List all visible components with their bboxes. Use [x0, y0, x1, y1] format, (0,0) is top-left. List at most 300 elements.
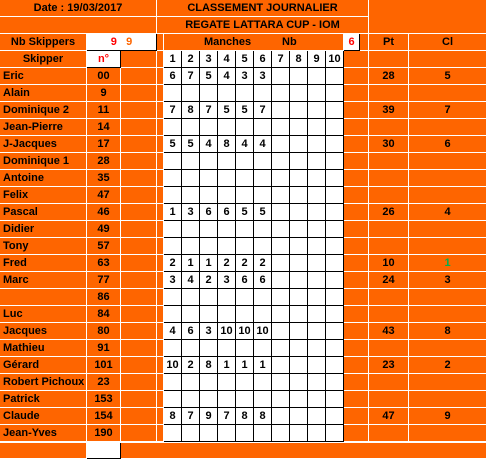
row-gap: [157, 238, 164, 255]
race-result: [272, 85, 290, 102]
race-result: [308, 170, 326, 187]
race-result: [254, 306, 272, 323]
race-result: [290, 357, 308, 374]
race-result: [290, 408, 308, 425]
row-pad: [121, 102, 157, 119]
race-result: [164, 391, 182, 408]
skipper-header: Skipper: [0, 51, 87, 68]
skipper-name: Luc: [0, 306, 87, 323]
ranking: 6: [409, 136, 487, 153]
row-pad: [121, 187, 157, 204]
nb-label: Nb: [282, 36, 297, 48]
race-result: [272, 153, 290, 170]
race-result: [182, 425, 200, 442]
total-points: [369, 238, 409, 255]
header-gap-2: [360, 34, 369, 51]
race-result: [182, 238, 200, 255]
total-points: [369, 391, 409, 408]
race-result: 6: [236, 272, 254, 289]
race-result: [236, 289, 254, 306]
row-gap: [157, 340, 164, 357]
race-result: [182, 170, 200, 187]
race-result: [200, 340, 218, 357]
race-result: [254, 187, 272, 204]
race-result: 8: [164, 408, 182, 425]
race-result: [308, 187, 326, 204]
race-result: 8: [200, 357, 218, 374]
race-result: [218, 238, 236, 255]
row-gap-2: [344, 374, 369, 391]
race-result: [290, 289, 308, 306]
race-result: 8: [254, 408, 272, 425]
race-result: [164, 187, 182, 204]
race-result: [290, 85, 308, 102]
race-number-header: 8: [290, 51, 308, 68]
title-line-2: REGATE LATTARA CUP - IOM: [157, 17, 369, 34]
race-result: [218, 221, 236, 238]
race-result: 6: [164, 68, 182, 85]
race-result: [218, 85, 236, 102]
race-result: [236, 170, 254, 187]
skipper-number: 11: [87, 102, 121, 119]
race-result: 2: [200, 272, 218, 289]
row-pad: [121, 68, 157, 85]
race-result: [236, 340, 254, 357]
race-result: [254, 85, 272, 102]
row-gap: [157, 425, 164, 442]
total-points: 47: [369, 408, 409, 425]
race-result: [290, 374, 308, 391]
skipper-number: 84: [87, 306, 121, 323]
total-points: [369, 221, 409, 238]
race-number-header: 4: [218, 51, 236, 68]
row-gap-2: [344, 153, 369, 170]
race-result: [308, 391, 326, 408]
race-result: [308, 272, 326, 289]
header-gap-3: [157, 51, 164, 68]
race-result: [308, 374, 326, 391]
ranking: 7: [409, 102, 487, 119]
race-result: 5: [254, 204, 272, 221]
race-result: [218, 391, 236, 408]
race-result: [218, 374, 236, 391]
race-result: [254, 374, 272, 391]
race-result: [326, 425, 344, 442]
race-result: [326, 408, 344, 425]
race-number-header: 7: [272, 51, 290, 68]
race-result: [164, 425, 182, 442]
race-result: [326, 391, 344, 408]
race-result: 4: [182, 272, 200, 289]
race-result: [290, 221, 308, 238]
total-points: [369, 170, 409, 187]
nb-skippers-count: [87, 34, 157, 51]
total-points: [369, 85, 409, 102]
total-points: 23: [369, 357, 409, 374]
race-result: [272, 408, 290, 425]
race-result: [164, 170, 182, 187]
race-result: [272, 136, 290, 153]
row-gap-2: [344, 255, 369, 272]
race-result: [182, 85, 200, 102]
race-number-header: 1: [164, 51, 182, 68]
nb-value: 6: [344, 34, 360, 51]
row-gap-2: [344, 408, 369, 425]
race-result: 10: [218, 323, 236, 340]
race-result: [200, 153, 218, 170]
race-result: 5: [236, 204, 254, 221]
row-gap: [157, 85, 164, 102]
row-pad: [121, 272, 157, 289]
race-result: [254, 238, 272, 255]
race-result: [182, 374, 200, 391]
race-number-header: 9: [308, 51, 326, 68]
race-result: [200, 170, 218, 187]
race-result: 3: [218, 272, 236, 289]
ranking: 5: [409, 68, 487, 85]
ranking: [409, 119, 487, 136]
race-result: [326, 340, 344, 357]
skipper-name: Marc: [0, 272, 87, 289]
race-result: 5: [164, 136, 182, 153]
race-result: [254, 425, 272, 442]
row-gap: [157, 374, 164, 391]
race-result: [326, 306, 344, 323]
race-result: 3: [236, 68, 254, 85]
race-result: [326, 238, 344, 255]
row-gap: [157, 357, 164, 374]
race-result: 6: [218, 204, 236, 221]
race-result: 1: [182, 255, 200, 272]
total-points: [369, 289, 409, 306]
skipper-name: Felix: [0, 187, 87, 204]
row-gap: [157, 170, 164, 187]
race-result: [272, 272, 290, 289]
pt-sub-header: [369, 51, 409, 68]
race-result: 9: [200, 408, 218, 425]
race-result: [308, 425, 326, 442]
race-result: [326, 153, 344, 170]
race-result: [182, 119, 200, 136]
header-gap-4: [344, 51, 369, 68]
race-result: [200, 221, 218, 238]
race-result: [164, 221, 182, 238]
race-result: [308, 255, 326, 272]
total-points: 39: [369, 102, 409, 119]
race-result: [218, 289, 236, 306]
race-result: [272, 238, 290, 255]
skipper-number: 9: [87, 85, 121, 102]
race-result: 5: [200, 68, 218, 85]
race-result: 4: [254, 136, 272, 153]
race-result: 5: [182, 136, 200, 153]
race-result: [236, 306, 254, 323]
total-points: 26: [369, 204, 409, 221]
row-gap: [157, 289, 164, 306]
race-result: 10: [236, 323, 254, 340]
race-number-header: 2: [182, 51, 200, 68]
race-result: [308, 306, 326, 323]
race-result: [254, 391, 272, 408]
nb-skippers-b: 9: [126, 36, 133, 48]
race-result: [272, 289, 290, 306]
ranking: [409, 153, 487, 170]
race-result: [308, 204, 326, 221]
row-gap-2: [344, 102, 369, 119]
cl-sub-header: [409, 51, 487, 68]
row-gap-2: [344, 119, 369, 136]
total-points: [369, 374, 409, 391]
race-result: [200, 85, 218, 102]
total-points: 28: [369, 68, 409, 85]
race-result: [290, 425, 308, 442]
race-result: 4: [236, 136, 254, 153]
race-result: [326, 204, 344, 221]
race-result: 7: [200, 102, 218, 119]
race-result: [272, 306, 290, 323]
manches-label: Manches: [204, 36, 252, 48]
race-result: 4: [200, 136, 218, 153]
row-gap-2: [344, 187, 369, 204]
manches-header: [164, 34, 344, 51]
row-pad: [121, 153, 157, 170]
ranking: [409, 391, 487, 408]
race-result: [308, 119, 326, 136]
row-gap: [157, 204, 164, 221]
race-result: [200, 238, 218, 255]
race-result: [164, 153, 182, 170]
race-result: [236, 85, 254, 102]
race-result: [308, 68, 326, 85]
skipper-number: 46: [87, 204, 121, 221]
race-result: [326, 289, 344, 306]
row-gap-2: [344, 323, 369, 340]
race-result: 5: [218, 102, 236, 119]
race-number-header: 5: [236, 51, 254, 68]
race-result: [308, 85, 326, 102]
race-result: [290, 170, 308, 187]
row-gap: [157, 255, 164, 272]
race-result: [236, 374, 254, 391]
skipper-number: 86: [87, 289, 121, 306]
skipper-number: 190: [87, 425, 121, 442]
ranking: [409, 187, 487, 204]
race-result: [326, 119, 344, 136]
race-result: [326, 323, 344, 340]
skipper-number: 00: [87, 68, 121, 85]
race-result: [290, 391, 308, 408]
row-pad: [121, 391, 157, 408]
race-result: 3: [164, 272, 182, 289]
race-result: [308, 221, 326, 238]
race-result: [182, 221, 200, 238]
race-result: 8: [236, 408, 254, 425]
race-result: [236, 221, 254, 238]
skipper-number: 63: [87, 255, 121, 272]
race-result: [290, 306, 308, 323]
ranking: 9: [409, 408, 487, 425]
row-gap: [157, 102, 164, 119]
row-gap-2: [344, 238, 369, 255]
race-result: [200, 289, 218, 306]
race-result: [164, 238, 182, 255]
ranking: 2: [409, 357, 487, 374]
race-result: [218, 306, 236, 323]
race-result: [308, 340, 326, 357]
race-result: [290, 136, 308, 153]
race-result: [308, 357, 326, 374]
race-result: [272, 187, 290, 204]
race-result: [164, 85, 182, 102]
cl-header: Cl: [409, 34, 487, 51]
race-result: [290, 238, 308, 255]
row-gap-2: [344, 68, 369, 85]
race-result: 7: [182, 68, 200, 85]
race-result: [272, 221, 290, 238]
race-result: 1: [218, 357, 236, 374]
skipper-name: Pascal: [0, 204, 87, 221]
race-result: [290, 204, 308, 221]
race-result: [254, 289, 272, 306]
skipper-name: Jacques: [0, 323, 87, 340]
race-result: [164, 340, 182, 357]
skipper-name: Eric: [0, 68, 87, 85]
skipper-name: Patrick: [0, 391, 87, 408]
race-result: 10: [164, 357, 182, 374]
skipper-name: Claude: [0, 408, 87, 425]
race-result: 6: [200, 204, 218, 221]
race-result: 1: [200, 255, 218, 272]
race-result: 2: [218, 255, 236, 272]
skipper-number: 28: [87, 153, 121, 170]
ranking: [409, 238, 487, 255]
row-gap-2: [344, 289, 369, 306]
race-result: 7: [218, 408, 236, 425]
race-result: 4: [164, 323, 182, 340]
race-result: [290, 187, 308, 204]
race-result: [272, 170, 290, 187]
race-result: [164, 306, 182, 323]
race-result: [326, 221, 344, 238]
race-result: [308, 136, 326, 153]
skipper-number: 35: [87, 170, 121, 187]
race-result: 7: [164, 102, 182, 119]
row-gap: [157, 272, 164, 289]
race-result: [290, 153, 308, 170]
race-result: [200, 187, 218, 204]
skipper-number: 101: [87, 357, 121, 374]
row-gap-2: [344, 306, 369, 323]
header-pad: [121, 51, 157, 68]
row-gap-2: [344, 170, 369, 187]
race-result: [308, 408, 326, 425]
race-result: [326, 272, 344, 289]
total-points: [369, 187, 409, 204]
ranking: 4: [409, 204, 487, 221]
race-result: [182, 391, 200, 408]
row-gap: [157, 306, 164, 323]
race-result: 7: [182, 408, 200, 425]
skipper-number: 91: [87, 340, 121, 357]
race-result: [272, 323, 290, 340]
skipper-number: 47: [87, 187, 121, 204]
total-points: 30: [369, 136, 409, 153]
skipper-number: 14: [87, 119, 121, 136]
race-result: [200, 119, 218, 136]
skipper-number: 17: [87, 136, 121, 153]
race-result: [326, 357, 344, 374]
race-result: [164, 374, 182, 391]
row-pad: [121, 204, 157, 221]
race-result: 5: [236, 102, 254, 119]
row-pad: [121, 136, 157, 153]
race-result: [236, 153, 254, 170]
skipper-name: [0, 289, 87, 306]
skipper-name: Dominique 1: [0, 153, 87, 170]
row-gap: [157, 408, 164, 425]
race-result: [218, 153, 236, 170]
date-label: Date :: [33, 2, 65, 14]
race-result: [326, 374, 344, 391]
num-header: n°: [87, 51, 121, 68]
race-result: [182, 306, 200, 323]
race-result: 7: [254, 102, 272, 119]
race-number-header: 6: [254, 51, 272, 68]
row-pad: [121, 289, 157, 306]
total-points: [369, 340, 409, 357]
race-result: [290, 340, 308, 357]
race-result: [164, 119, 182, 136]
row-gap: [157, 119, 164, 136]
row-gap-2: [344, 391, 369, 408]
total-points: [369, 119, 409, 136]
race-result: [290, 68, 308, 85]
row-pad: [121, 323, 157, 340]
row-pad: [121, 357, 157, 374]
race-result: [290, 323, 308, 340]
race-result: [218, 170, 236, 187]
race-result: [182, 187, 200, 204]
race-result: [164, 289, 182, 306]
row-pad: [121, 221, 157, 238]
race-result: [218, 187, 236, 204]
skipper-name: Alain: [0, 85, 87, 102]
skipper-number: 49: [87, 221, 121, 238]
ranking: [409, 221, 487, 238]
total-points: [369, 153, 409, 170]
ranking: 1: [409, 255, 487, 272]
race-result: [200, 391, 218, 408]
race-result: [218, 119, 236, 136]
race-number-header: 10: [326, 51, 344, 68]
row-pad: [121, 425, 157, 442]
nb-skippers-a: 9: [110, 36, 117, 48]
race-result: [236, 119, 254, 136]
row-gap-2: [344, 357, 369, 374]
race-number-header: 3: [200, 51, 218, 68]
footer-rest: [121, 443, 487, 459]
race-result: [326, 102, 344, 119]
race-result: 6: [254, 272, 272, 289]
race-result: [326, 136, 344, 153]
race-result: [200, 306, 218, 323]
ranking: 8: [409, 323, 487, 340]
row-gap-2: [344, 340, 369, 357]
skipper-number: 23: [87, 374, 121, 391]
race-result: 2: [182, 357, 200, 374]
race-result: [272, 340, 290, 357]
skipper-name: Fred: [0, 255, 87, 272]
